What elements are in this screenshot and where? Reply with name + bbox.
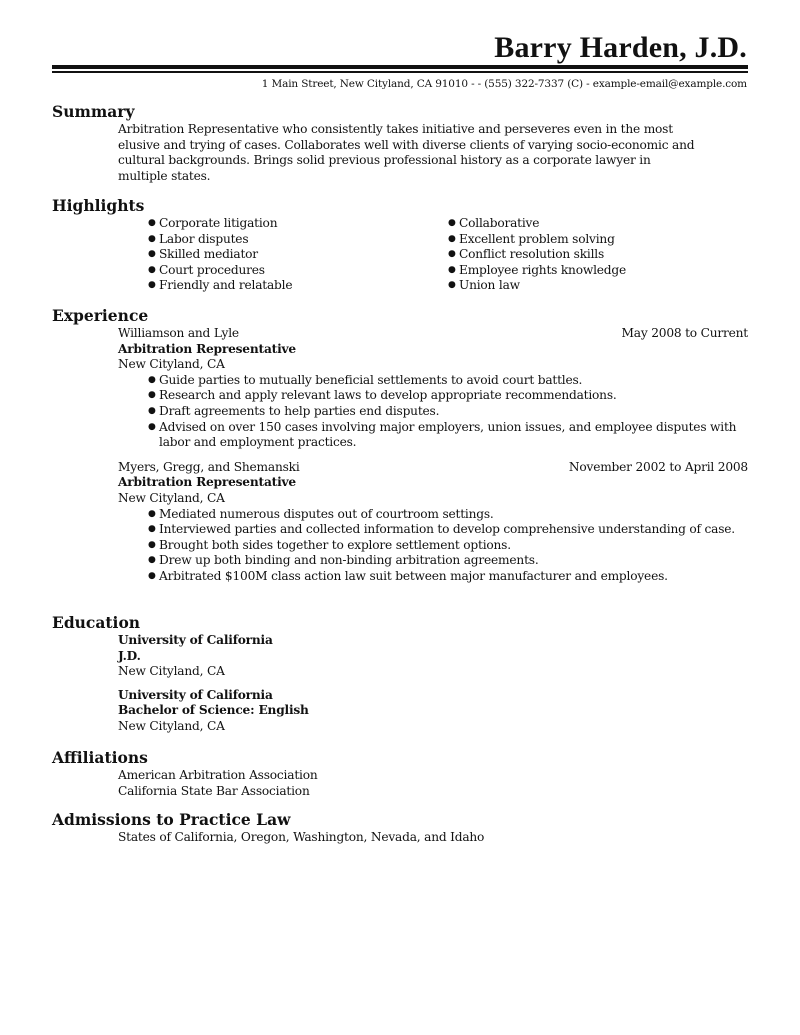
- job-bullet: ● Guide parties to mutually beneficial settlements to avoid court battles.: [148, 372, 583, 387]
- bullet-icon: ●: [448, 249, 456, 260]
- section-title-experience: Experience: [52, 306, 149, 325]
- bullet-icon: ●: [448, 264, 456, 275]
- bullet-icon: ●: [148, 570, 156, 581]
- education-entry: [118, 633, 748, 680]
- education-list: [118, 633, 748, 735]
- job-bullets: [148, 373, 748, 451]
- bullet-icon: ●: [448, 280, 456, 291]
- contact-info: 1 Main Street, New Cityland, CA 91010 - - (555) 322-7337 (C) - example-email@example.com: [261, 78, 747, 90]
- job-bullets: [148, 507, 748, 585]
- job-bullet: ● Drew up both binding and non-binding arbitration agreements.: [148, 553, 539, 568]
- bullet-icon: ●: [148, 218, 156, 228]
- highlight-item: ● Excellent problem solving: [448, 231, 615, 246]
- highlight-item: ● Court procedures: [148, 262, 265, 277]
- admissions-list: [118, 830, 748, 846]
- education-school: University of California: [118, 687, 273, 702]
- section-title-education: Education: [52, 613, 141, 632]
- bullet-icon: ●: [148, 390, 156, 401]
- education-section: [52, 613, 748, 735]
- education-location: New Cityland, CA: [118, 718, 225, 733]
- job-company: Myers, Gregg, and Shemanski: [118, 459, 300, 474]
- highlight-item: ● Employee rights knowledge: [448, 262, 627, 277]
- bullet-icon: ●: [148, 555, 156, 566]
- bullet-icon: ●: [148, 233, 156, 244]
- highlights-columns: [148, 216, 748, 294]
- experience-section: [52, 306, 748, 585]
- highlight-item: ● Conflict resolution skills: [448, 247, 605, 262]
- admissions-text: States of California, Oregon, Washington, Nevada, and Idaho: [118, 830, 485, 844]
- education-degree: Bachelor of Science: English: [118, 703, 309, 718]
- job-dates: May 2008 to Current: [621, 326, 748, 340]
- job-location: New Cityland, CA: [118, 490, 225, 505]
- experience-list: [118, 326, 748, 585]
- bullet-icon: ●: [448, 233, 456, 244]
- highlights-left-column: [148, 216, 448, 294]
- bullet-icon: ●: [148, 264, 156, 275]
- job-role: Arbitration Representative: [118, 341, 296, 356]
- highlight-item: ● Friendly and relatable: [148, 278, 293, 293]
- summary-line: multiple states.: [118, 168, 211, 183]
- candidate-name: Barry Harden, J.D.: [494, 31, 747, 64]
- education-location: New Cityland, CA: [118, 664, 225, 679]
- affiliations-list: [118, 768, 748, 799]
- summary-line: elusive and trying of cases. Collaborates well with diverse clients of varying socio-economic and: [118, 137, 695, 152]
- section-title-admissions: Admissions to Practice Law: [52, 810, 291, 829]
- bullet-icon: ●: [148, 280, 156, 291]
- highlight-item: ● Union law: [448, 278, 520, 293]
- education-school: University of California: [118, 633, 273, 647]
- admissions-section: [52, 810, 748, 846]
- job-bullet: ● Draft agreements to help parties end disputes.: [148, 403, 440, 418]
- job-role: Arbitration Representative: [118, 475, 296, 490]
- bullet-icon: ●: [148, 405, 156, 416]
- bullet-icon: ●: [148, 539, 156, 550]
- affiliation-item: California State Bar Association: [118, 783, 310, 798]
- header-rule-thick: [52, 65, 748, 69]
- summary-line: Arbitration Representative who consistently takes initiative and perseveres even in the most: [118, 122, 673, 136]
- job-entry: [118, 326, 748, 451]
- job-bullet: ● Brought both sides together to explore settlement options.: [148, 537, 511, 552]
- job-entry: [118, 460, 748, 585]
- bullet-icon: ●: [148, 421, 156, 432]
- job-header: [118, 460, 748, 476]
- section-title-highlights: Highlights: [52, 196, 145, 215]
- bullet-icon: ●: [148, 249, 156, 260]
- affiliations-section: [52, 748, 748, 799]
- job-location: New Cityland, CA: [118, 357, 225, 372]
- summary-line: cultural backgrounds. Brings solid previous professional history as a corporate lawyer in: [118, 153, 651, 168]
- summary-section: [52, 102, 748, 184]
- highlight-item: ● Collaborative: [448, 216, 540, 230]
- bullet-icon: ●: [148, 374, 156, 385]
- section-title-affiliations: Affiliations: [52, 748, 148, 767]
- job-header: [118, 326, 748, 342]
- summary-text: [118, 122, 748, 184]
- job-bullet: ● Arbitrated $100M class action law suit between major manufacturer and employees.: [148, 568, 668, 583]
- highlights-right-column: [448, 216, 748, 294]
- job-dates: November 2002 to April 2008: [568, 459, 748, 474]
- education-entry: [118, 688, 748, 735]
- highlights-section: [52, 196, 748, 294]
- job-bullet: ● Research and apply relevant laws to develop appropriate recommendations.: [148, 388, 617, 403]
- job-bullet: ● Interviewed parties and collected information to develop comprehensive understanding of case.: [148, 522, 735, 537]
- bullet-icon: ●: [148, 524, 156, 535]
- bullet-icon: ●: [448, 218, 456, 228]
- highlight-item: ● Skilled mediator: [148, 247, 258, 262]
- job-bullet: ● Mediated numerous disputes out of courtroom settings.: [148, 506, 494, 521]
- header-rule-thin: [52, 71, 748, 73]
- affiliation-item: American Arbitration Association: [118, 768, 318, 782]
- bullet-icon: ●: [148, 508, 156, 519]
- education-degree: J.D.: [118, 648, 141, 663]
- job-bullet: ● Advised on over 150 cases involving major employers, union issues, and employee disputes with labor and employment practices.: [148, 419, 737, 450]
- section-title-summary: Summary: [52, 102, 135, 121]
- job-company: Williamson and Lyle: [118, 326, 239, 340]
- highlight-item: ● Labor disputes: [148, 231, 249, 246]
- highlight-item: ● Corporate litigation: [148, 216, 278, 230]
